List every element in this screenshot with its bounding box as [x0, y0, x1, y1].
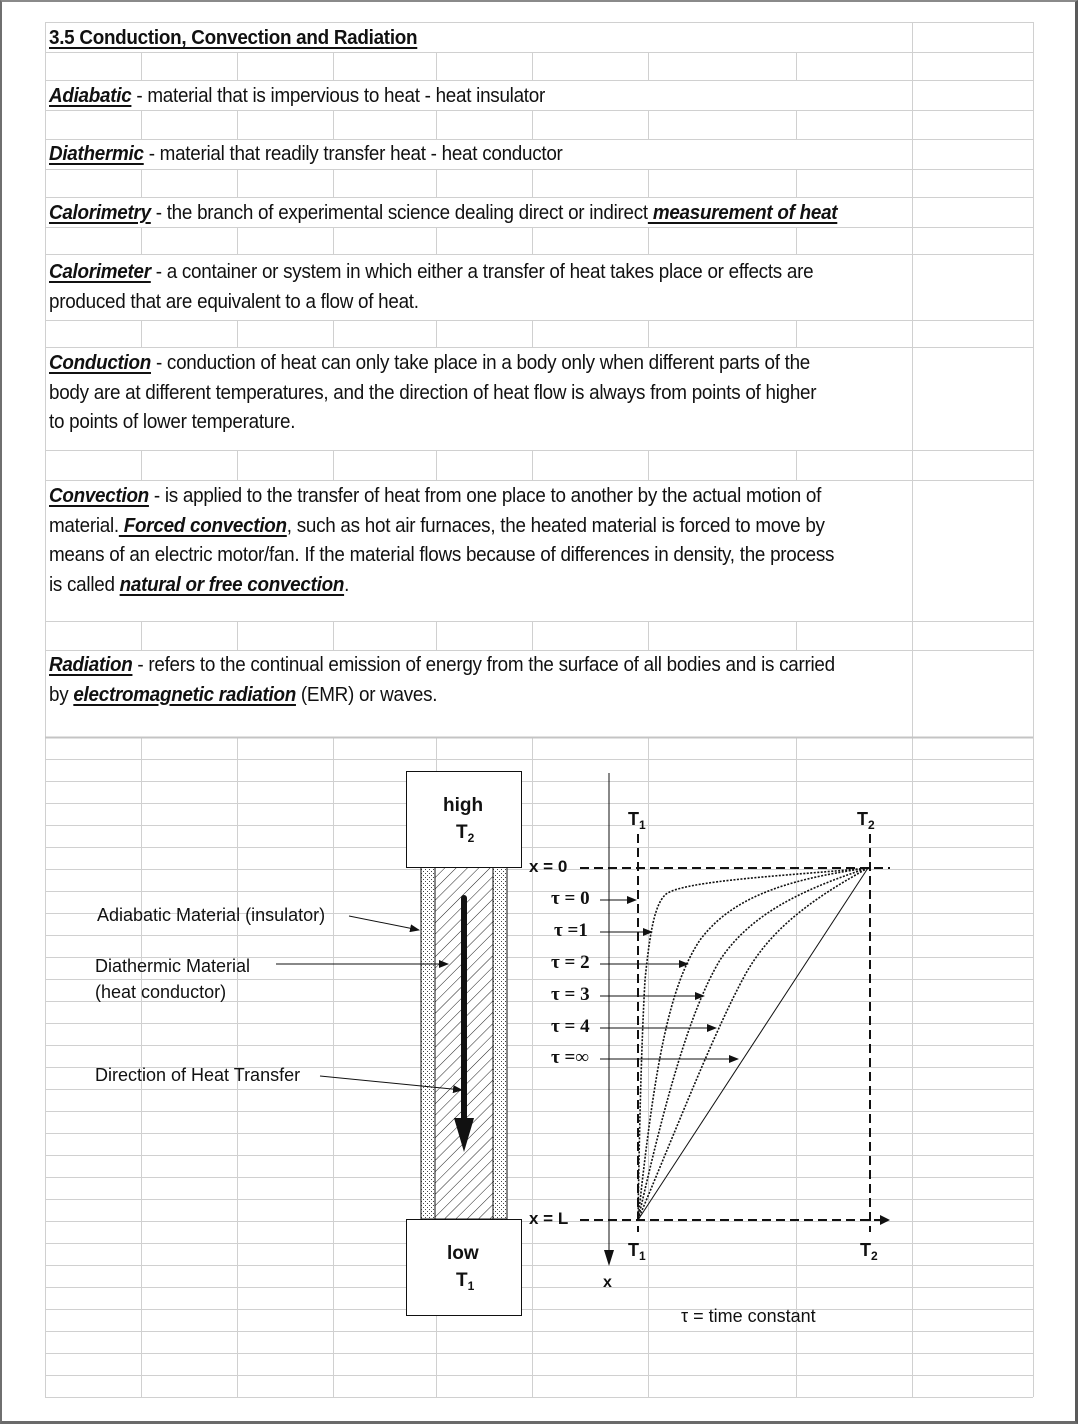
definition-text: (EMR) or waves.: [295, 682, 438, 706]
definition-text: - a container or system in which either a transfer of heat takes place or effects are: [150, 260, 814, 283]
heading-text: 3.5 Conduction, Convection and Radiation: [49, 26, 418, 49]
x-axis-label: x: [603, 1274, 612, 1291]
definition-text: means of an electric motor/fan. If the material flows because of differences in density, the process: [49, 543, 835, 566]
tau-1-label: τ =1: [554, 920, 588, 941]
definition-text: to points of lower temperature.: [49, 410, 296, 433]
high-label: high: [443, 795, 484, 816]
tau-4-label: τ = 4: [551, 1016, 590, 1037]
definition-text: - material that readily transfer heat - heat conductor: [143, 142, 563, 165]
term-conduction: Conduction: [49, 351, 152, 374]
direction-callout: Direction of Heat Transfer: [95, 1065, 301, 1085]
tau-3-label: τ = 3: [551, 984, 590, 1005]
term-radiation: Radiation: [49, 653, 133, 676]
tau-2-label: τ = 2: [551, 952, 590, 973]
term-calorimetry: Calorimetry: [49, 201, 151, 224]
time-constant-footnote: τ = time constant: [681, 1306, 816, 1326]
definition-text: .: [344, 572, 350, 596]
definition-text: - is applied to the transfer of heat from one place to another by the actual motion of: [148, 484, 822, 507]
emphasis-natural-convection: natural or free convection: [119, 572, 345, 596]
term-adiabatic: Adiabatic: [49, 84, 132, 107]
tau-infinity-label: τ =∞: [551, 1047, 589, 1068]
definition-text: - the branch of experimental science dealing direct or indirect: [150, 201, 648, 224]
definition-text: material.: [49, 513, 119, 537]
diathermic-callout-sub: (heat conductor): [95, 982, 227, 1002]
definition-text: , such as hot air furnaces, the heated material is forced to move by: [286, 513, 825, 537]
t2-bottom-label: $T_2$: [860, 1240, 878, 1263]
low-temperature-reservoir: [407, 1220, 522, 1316]
term-convection: Convection: [49, 484, 149, 507]
x0-label: x = 0: [529, 857, 568, 876]
term-diathermic: Diathermic: [49, 142, 144, 165]
low-temp-label: $T_1$: [456, 1270, 475, 1293]
definition-text: produced that are equivalent to a flow of heat.: [49, 289, 419, 313]
high-temp-label: $T_2$: [456, 822, 475, 845]
definition-text: - material that is impervious to heat - heat insulator: [131, 84, 545, 107]
definition-text: by: [49, 682, 74, 706]
tau-0-label: τ = 0: [551, 888, 590, 909]
high-temperature-reservoir: [407, 772, 522, 868]
definition-text: is called: [49, 572, 120, 596]
low-label: low: [447, 1243, 479, 1264]
definition-text: - refers to the continual emission of energy from the surface of all bodies and is carried: [132, 653, 835, 676]
t1-top-label: $T_1$: [628, 809, 646, 832]
xL-label: x = L: [529, 1209, 569, 1228]
diathermic-callout: Diathermic Material: [95, 956, 251, 976]
emphasis-electromagnetic-radiation: electromagnetic radiation: [73, 682, 296, 706]
definition-text: - conduction of heat can only take place in a body only when different parts of the: [151, 351, 811, 374]
emphasis-forced-convection: Forced convection: [118, 513, 287, 537]
t1-bottom-label: $T_1$: [628, 1240, 646, 1263]
t2-top-label: $T_2$: [857, 809, 875, 832]
adiabatic-callout: Adiabatic Material (insulator): [97, 905, 326, 925]
definition-text: body are at different temperatures, and the direction of heat flow is always from points of higher: [49, 380, 817, 404]
term-calorimeter: Calorimeter: [49, 260, 151, 283]
emphasis-measurement-of-heat: measurement of heat: [647, 201, 838, 224]
